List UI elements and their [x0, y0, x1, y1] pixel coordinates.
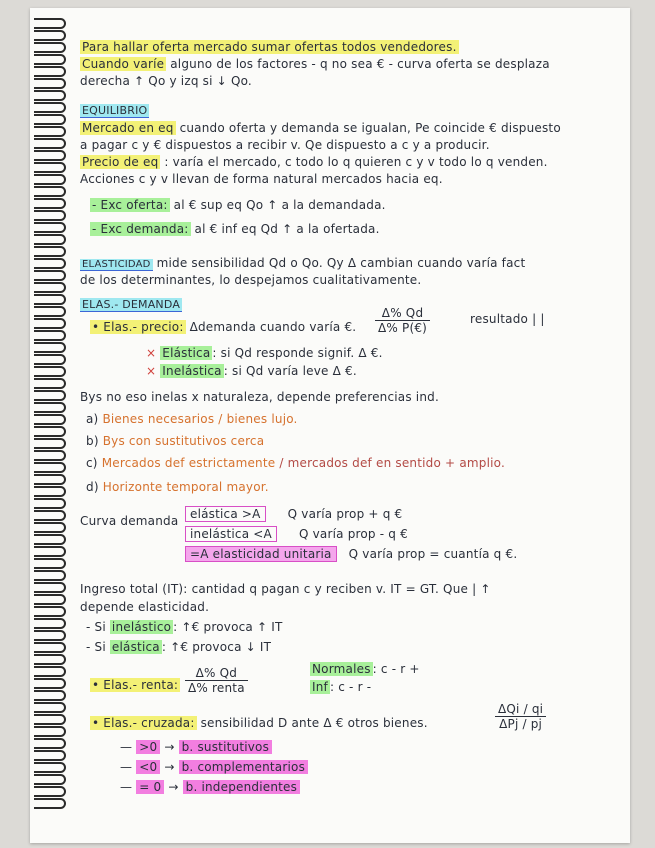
line-text: cuando oferta y demanda se igualan, Pe coincide € dispuesto	[179, 121, 561, 135]
highlight-elastica: Elástica	[162, 346, 211, 360]
note-line	[80, 155, 548, 169]
highlight-elas-cruzada: • Elas.- cruzada:	[92, 716, 195, 730]
list-marker: d)	[86, 480, 99, 494]
spiral-ring	[34, 54, 66, 65]
highlight-inelastica: Inelástica	[162, 364, 222, 378]
list-text: Mercados def estrictamente	[101, 456, 276, 470]
spiral-ring	[34, 762, 66, 773]
list-marker: b)	[86, 434, 99, 448]
highlight-independientes: b. independientes	[183, 780, 300, 794]
note-line: — = 0 → b. independientes	[120, 780, 300, 794]
note-line	[80, 582, 491, 596]
line-text: Curva demanda	[80, 514, 179, 528]
fraction-elas-cruzada	[495, 702, 546, 731]
note-line: — >0 → b. sustitutivos	[120, 740, 272, 754]
line-text: depende elasticidad.	[80, 600, 210, 614]
note-line	[185, 506, 402, 522]
fraction-denominator: Δ% P(€)	[378, 321, 428, 335]
note-line: × Inelástica : si Qd varía leve Δ €.	[146, 364, 357, 378]
line-text: Bys no eso inelas x naturaleza, depende preferencias ind.	[80, 390, 439, 404]
note-line	[80, 57, 550, 71]
line-text: - Si	[86, 640, 106, 654]
spiral-ring	[34, 210, 66, 221]
list-marker: c)	[86, 456, 98, 470]
spiral-ring	[34, 30, 66, 41]
spiral-ring	[34, 42, 66, 53]
spiral-ring	[34, 282, 66, 293]
line-text: Q varía prop - q €	[298, 527, 408, 541]
spiral-ring	[34, 750, 66, 761]
highlight-mercado-eq: Mercado en eq	[82, 121, 174, 135]
highlight-precio-eq: Precio de eq	[82, 155, 159, 169]
spiral-ring	[34, 606, 66, 617]
boxed-menor-cero: <0	[136, 760, 160, 774]
spiral-ring	[34, 162, 66, 173]
fraction-numerator: Δ% Qd	[375, 306, 430, 321]
line-text: : c - r +	[372, 662, 420, 676]
line-text: : varía el mercado, c todo lo q quieren c y v todo lo q venden.	[164, 155, 548, 169]
line-text: : ↑€ provoca ↓ IT	[161, 640, 272, 654]
note-line	[80, 74, 252, 88]
spiral-ring	[34, 474, 66, 485]
spiral-ring	[34, 186, 66, 197]
list-marker: a)	[86, 412, 99, 426]
note-line	[90, 222, 380, 236]
spiral-ring	[34, 294, 66, 305]
spiral-ring	[34, 510, 66, 521]
spiral-ring	[34, 498, 66, 509]
spiral-ring	[34, 198, 66, 209]
spiral-ring	[34, 426, 66, 437]
note-line	[310, 680, 371, 694]
list-item	[86, 434, 264, 448]
note-line	[90, 716, 428, 730]
title-text: ELAS.- DEMANDA	[82, 298, 181, 311]
spiral-ring	[34, 258, 66, 269]
highlight-elas-renta: • Elas.- renta:	[92, 678, 179, 692]
note-line	[80, 273, 421, 287]
spiral-ring	[34, 798, 66, 809]
spiral-ring	[34, 102, 66, 113]
note-line	[80, 121, 561, 135]
spiral-ring	[34, 246, 66, 257]
note-line	[90, 320, 356, 334]
spiral-ring	[34, 354, 66, 365]
spiral-ring	[34, 630, 66, 641]
spiral-ring	[34, 618, 66, 629]
note-line	[90, 198, 386, 212]
spiral-ring	[34, 222, 66, 233]
spiral-ring	[34, 342, 66, 353]
spiral-ring	[34, 138, 66, 149]
spiral-ring	[34, 78, 66, 89]
spiral-ring	[34, 462, 66, 473]
list-text: / mercados def en sentido + amplio.	[279, 456, 505, 470]
fraction-elas-precio	[375, 306, 430, 335]
note-line	[80, 390, 439, 404]
spiral-ring	[34, 450, 66, 461]
fraction-denominator: ΔPj / pj	[499, 717, 543, 731]
spiral-ring	[34, 270, 66, 281]
note-line	[80, 600, 209, 614]
line-text: a pagar c y € dispuestos a recibir v. Qe dispuesto a c y a producir.	[80, 138, 490, 152]
note-line	[80, 40, 459, 54]
line-text: Acciones c y v llevan de forma natural mercados hacia eq.	[80, 172, 443, 186]
line-text: mide sensibilidad Qd o Qo. Qy Δ cambian cuando varía fact	[156, 256, 526, 270]
spiral-ring	[34, 318, 66, 329]
boxed-unitaria: =A elasticidad unitaria	[185, 546, 337, 562]
list-text: Bys con sustitutivos cerca	[102, 434, 265, 448]
fraction-numerator: Δ% Qd	[185, 666, 248, 681]
spiral-ring	[34, 702, 66, 713]
spiral-ring	[34, 66, 66, 77]
highlight-elastica: elástica	[111, 640, 160, 654]
line-text: Δdemanda cuando varía €.	[189, 320, 357, 334]
note-line	[86, 620, 283, 634]
note-line	[80, 514, 178, 528]
note-line	[86, 640, 271, 654]
spiral-ring	[34, 18, 66, 29]
section-title-elasticidad: ELASTICIDAD	[82, 259, 151, 270]
highlight-exc-oferta: - Exc oferta:	[92, 198, 168, 212]
line-text: derecha ↑ Qo y izq si ↓ Qo.	[80, 74, 252, 88]
list-item	[86, 412, 298, 426]
line-text: Ingreso total (IT): cantidad q pagan c y reciben v. IT = GT. Que | ↑	[80, 582, 491, 596]
highlight-cuando-varie: Cuando varíe	[82, 57, 165, 71]
list-item	[86, 456, 505, 470]
spiral-ring	[34, 726, 66, 737]
spiral-ring	[34, 558, 66, 569]
spiral-ring	[34, 546, 66, 557]
spiral-ring	[34, 570, 66, 581]
spiral-ring	[34, 582, 66, 593]
spiral-ring	[34, 126, 66, 137]
spiral-ring	[34, 390, 66, 401]
spiral-binding	[30, 18, 68, 808]
spiral-ring	[34, 150, 66, 161]
spiral-ring	[34, 114, 66, 125]
boxed-igual-cero: = 0	[136, 780, 164, 794]
boxed-mayor-cero: >0	[136, 740, 160, 754]
note-line	[185, 526, 408, 542]
note-line	[470, 312, 545, 326]
list-item	[86, 480, 269, 494]
fraction-numerator: ΔQi / qi	[495, 702, 546, 717]
line-text: Q varía prop + q €	[287, 507, 403, 521]
line-text: : si Qd responde signif. Δ €.	[212, 346, 383, 360]
section-title-equilibrio	[80, 104, 149, 118]
highlight-inelastico: inelástico	[111, 620, 172, 634]
spiral-ring	[34, 378, 66, 389]
spiral-ring	[34, 402, 66, 413]
section-title-elas-demanda	[80, 298, 182, 312]
spiral-ring	[34, 234, 66, 245]
line-text: : c - r -	[329, 680, 372, 694]
note-line	[310, 662, 420, 676]
highlight-complementarios: b. complementarios	[179, 760, 308, 774]
spiral-ring	[34, 642, 66, 653]
spiral-ring	[34, 654, 66, 665]
note-line	[80, 256, 525, 272]
line-text: alguno de los factores - q no sea € - curva oferta se desplaza	[170, 57, 550, 71]
list-text: Bienes necesarios / bienes lujo.	[102, 412, 298, 426]
spiral-ring	[34, 330, 66, 341]
line-text: Para hallar oferta mercado sumar ofertas todos vendedores.	[82, 40, 457, 54]
spiral-ring	[34, 786, 66, 797]
note-line	[90, 678, 180, 692]
note-line	[80, 172, 443, 186]
spiral-ring	[34, 522, 66, 533]
spiral-ring	[34, 534, 66, 545]
line-text: resultado | |	[470, 312, 545, 326]
spiral-ring	[34, 774, 66, 785]
spiral-ring	[34, 714, 66, 725]
spiral-ring	[34, 678, 66, 689]
highlight-inf: Inf	[312, 680, 328, 694]
spiral-ring	[34, 414, 66, 425]
note-line: × Elástica : si Qd responde signif. Δ €.	[146, 346, 383, 360]
line-text: : si Qd varía leve Δ €.	[223, 364, 357, 378]
line-text: Q varía prop = cuantía q €.	[348, 547, 518, 561]
note-line	[80, 138, 490, 152]
spiral-ring	[34, 738, 66, 749]
line-text: sensibilidad D ante Δ € otros bienes.	[200, 716, 428, 730]
spiral-ring	[34, 666, 66, 677]
highlight-sustitutivos: b. sustitutivos	[179, 740, 272, 754]
highlight-elas-precio: • Elas.- precio:	[92, 320, 184, 334]
spiral-ring	[34, 594, 66, 605]
spiral-ring	[34, 486, 66, 497]
line-text: : ↑€ provoca ↑ IT	[173, 620, 283, 634]
line-text: al € inf eq Qd ↑ a la ofertada.	[194, 222, 380, 236]
spiral-ring	[34, 438, 66, 449]
note-line	[185, 546, 517, 562]
line-text: de los determinantes, lo despejamos cualitativamente.	[80, 273, 422, 287]
spiral-ring	[34, 366, 66, 377]
spiral-ring	[34, 174, 66, 185]
line-text: al € sup eq Qo ↑ a la demandada.	[173, 198, 386, 212]
list-text: Horizonte temporal mayor.	[102, 480, 269, 494]
fraction-denominator: Δ% renta	[188, 681, 245, 695]
spiral-ring	[34, 90, 66, 101]
spiral-ring	[34, 690, 66, 701]
spiral-ring	[34, 306, 66, 317]
line-text: - Si	[86, 620, 106, 634]
highlight-normales: Normales	[312, 662, 371, 676]
boxed-elastica: elástica >A	[185, 506, 266, 522]
boxed-inelastica: inelástica <A	[185, 526, 277, 542]
title-text: EQUILIBRIO	[82, 104, 148, 117]
fraction-elas-renta	[185, 666, 248, 695]
note-line: — <0 → b. complementarios	[120, 760, 308, 774]
highlight-exc-demanda: - Exc demanda:	[92, 222, 189, 236]
